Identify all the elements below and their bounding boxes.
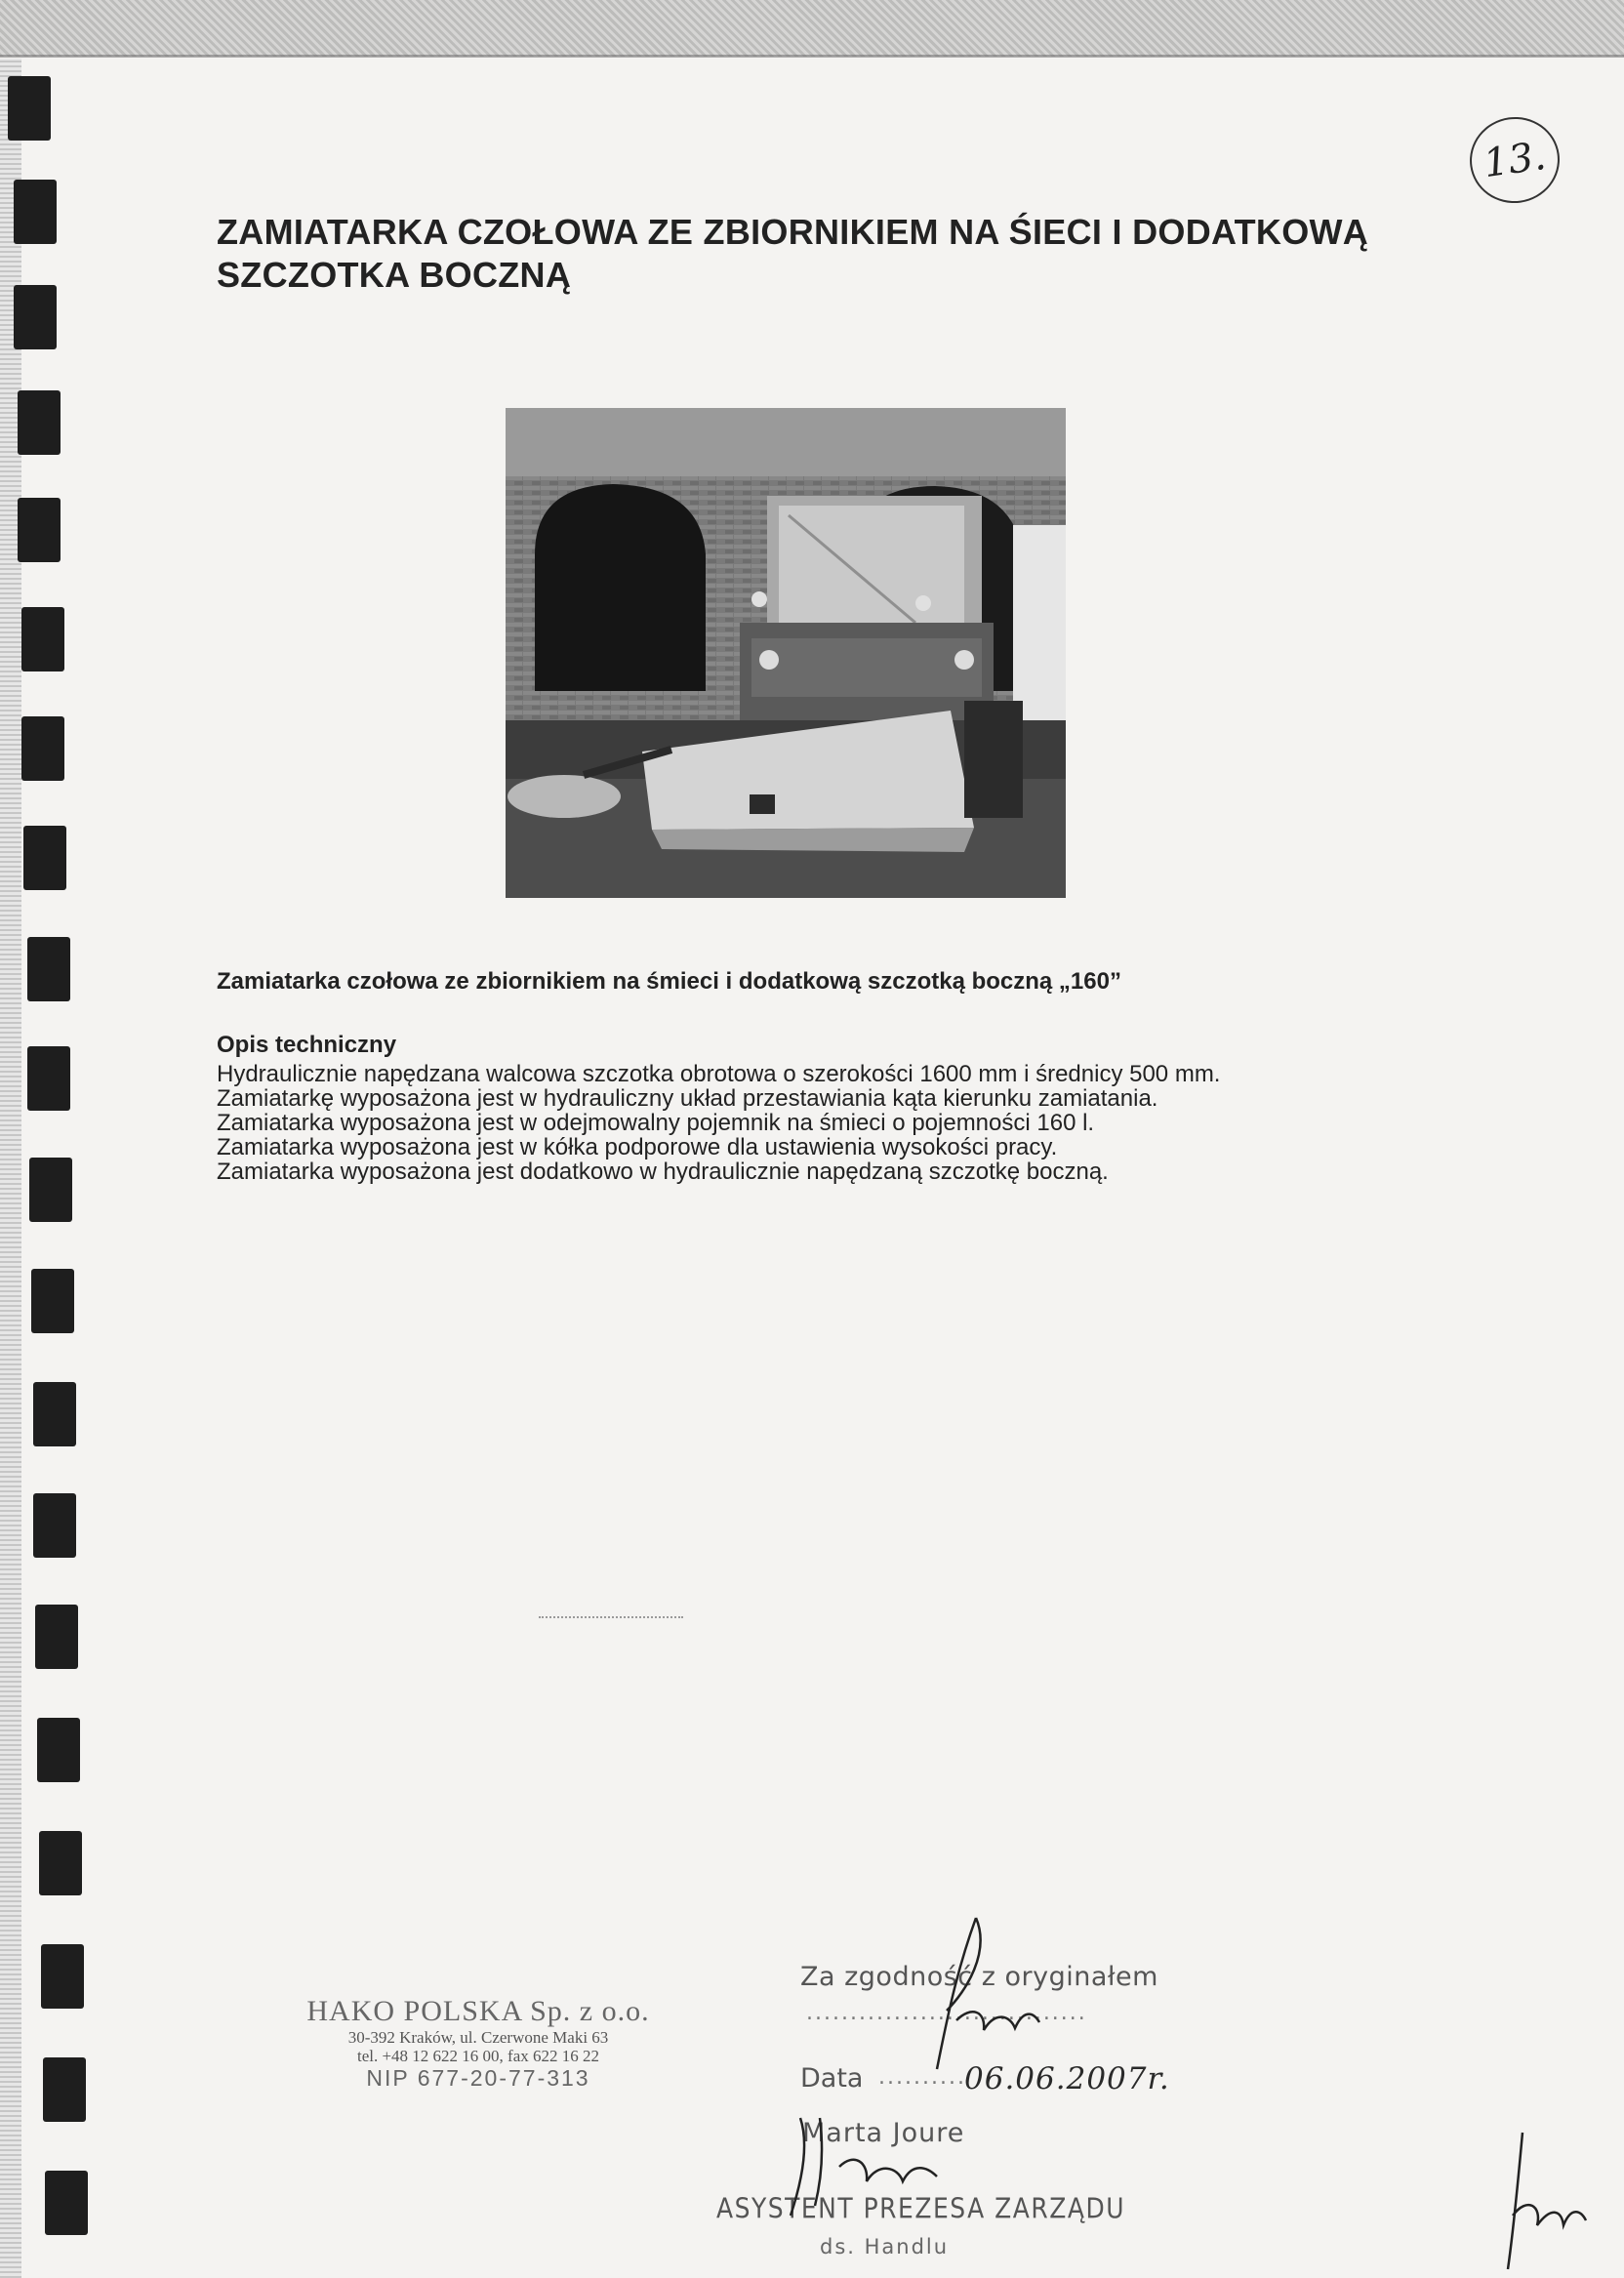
binding-hole bbox=[33, 1382, 76, 1446]
binding-edge bbox=[0, 59, 107, 2278]
binding-hole bbox=[14, 285, 57, 349]
binding-hole bbox=[14, 180, 57, 244]
binding-hole bbox=[21, 716, 64, 781]
title-line: SZCZOTKA BOCZNĄ bbox=[217, 255, 572, 295]
product-subtitle: Zamiatarka czołowa ze zbiornikiem na śmieci i dodatkową szczotką boczną „160” bbox=[217, 968, 1121, 995]
date-label: Data bbox=[800, 2063, 864, 2094]
company-stamp bbox=[283, 1995, 673, 2092]
binding-hole bbox=[35, 1605, 78, 1669]
title-line: ZAMIATARKA CZOŁOWA ZE ZBIORNIKIEM NA ŚIECI I DODATKOWĄ bbox=[217, 212, 1369, 252]
binding-hole bbox=[29, 1158, 72, 1222]
signatory-department: ds. Handlu bbox=[820, 2235, 950, 2258]
handwritten-initials bbox=[1503, 2128, 1591, 2274]
certification-label: Za zgodność z oryginałem bbox=[800, 1962, 1158, 1992]
binding-hole bbox=[27, 1046, 70, 1111]
certification-dots: ................................ bbox=[806, 2001, 1087, 2025]
binding-hole bbox=[27, 937, 70, 1001]
binding-hole bbox=[33, 1493, 76, 1558]
page-number-circle: 13. bbox=[1464, 111, 1564, 209]
stamp-address: 30-392 Kraków, ul. Czerwone Maki 63 bbox=[347, 2028, 609, 2047]
page-title bbox=[217, 211, 1388, 297]
sweeper-photo-illustration bbox=[506, 408, 1066, 898]
spec-list bbox=[217, 1062, 1220, 1184]
binding-hole bbox=[43, 2057, 86, 2122]
spec-line: Hydraulicznie napędzana walcowa szczotka obrotowa o szerokości 1600 mm i średnicy 500 mm. bbox=[217, 1061, 1221, 1087]
spec-line: Zamiatarkę wyposażona jest w hydrauliczny układ przestawiania kąta kierunku zamiatania. bbox=[217, 1085, 1158, 1112]
binding-hole bbox=[31, 1269, 74, 1333]
binding-hole bbox=[18, 390, 61, 455]
stamp-phone: tel. +48 12 622 16 00, fax 622 16 22 bbox=[356, 2047, 600, 2065]
signatory-position: ASYSTENT PREZESA ZARZĄDU bbox=[716, 2191, 1126, 2225]
spec-line: Zamiatarka wyposażona jest dodatkowo w hydraulicznie napędzaną szczotkę boczną. bbox=[217, 1159, 1109, 1185]
date-dots: .......... bbox=[878, 2065, 966, 2090]
binding-hole bbox=[41, 1944, 84, 2009]
scan-top-line bbox=[0, 55, 1624, 58]
spec-heading: Opis techniczny bbox=[217, 1032, 397, 1058]
binding-hole bbox=[39, 1831, 82, 1895]
signatory-name: Marta Joure bbox=[802, 2118, 965, 2148]
binding-hole bbox=[8, 76, 51, 141]
binding-hole bbox=[45, 2171, 88, 2235]
binding-hole bbox=[21, 607, 64, 671]
spec-line: Zamiatarka wyposażona jest w kółka podporowe dla ustawienia wysokości pracy. bbox=[217, 1134, 1058, 1160]
scan-dotted-mark bbox=[539, 1616, 683, 1618]
binding-hole bbox=[23, 826, 66, 890]
scan-top-band bbox=[0, 0, 1624, 57]
binding-hole bbox=[18, 498, 61, 562]
date-value: 06.06.2007r. bbox=[964, 2061, 1170, 2096]
spec-line: Zamiatarka wyposażona jest w odejmowalny pojemnik na śmieci o pojemności 160 l. bbox=[217, 1110, 1095, 1136]
stamp-nip: NIP 677-20-77-313 bbox=[366, 2065, 590, 2091]
stamp-company: HAKO POLSKA Sp. z o.o. bbox=[306, 1995, 650, 2027]
handwritten-signature bbox=[781, 2108, 956, 2225]
handwritten-signature bbox=[917, 1913, 1044, 2079]
binding-hole bbox=[37, 1718, 80, 1782]
product-photo bbox=[506, 408, 1066, 898]
